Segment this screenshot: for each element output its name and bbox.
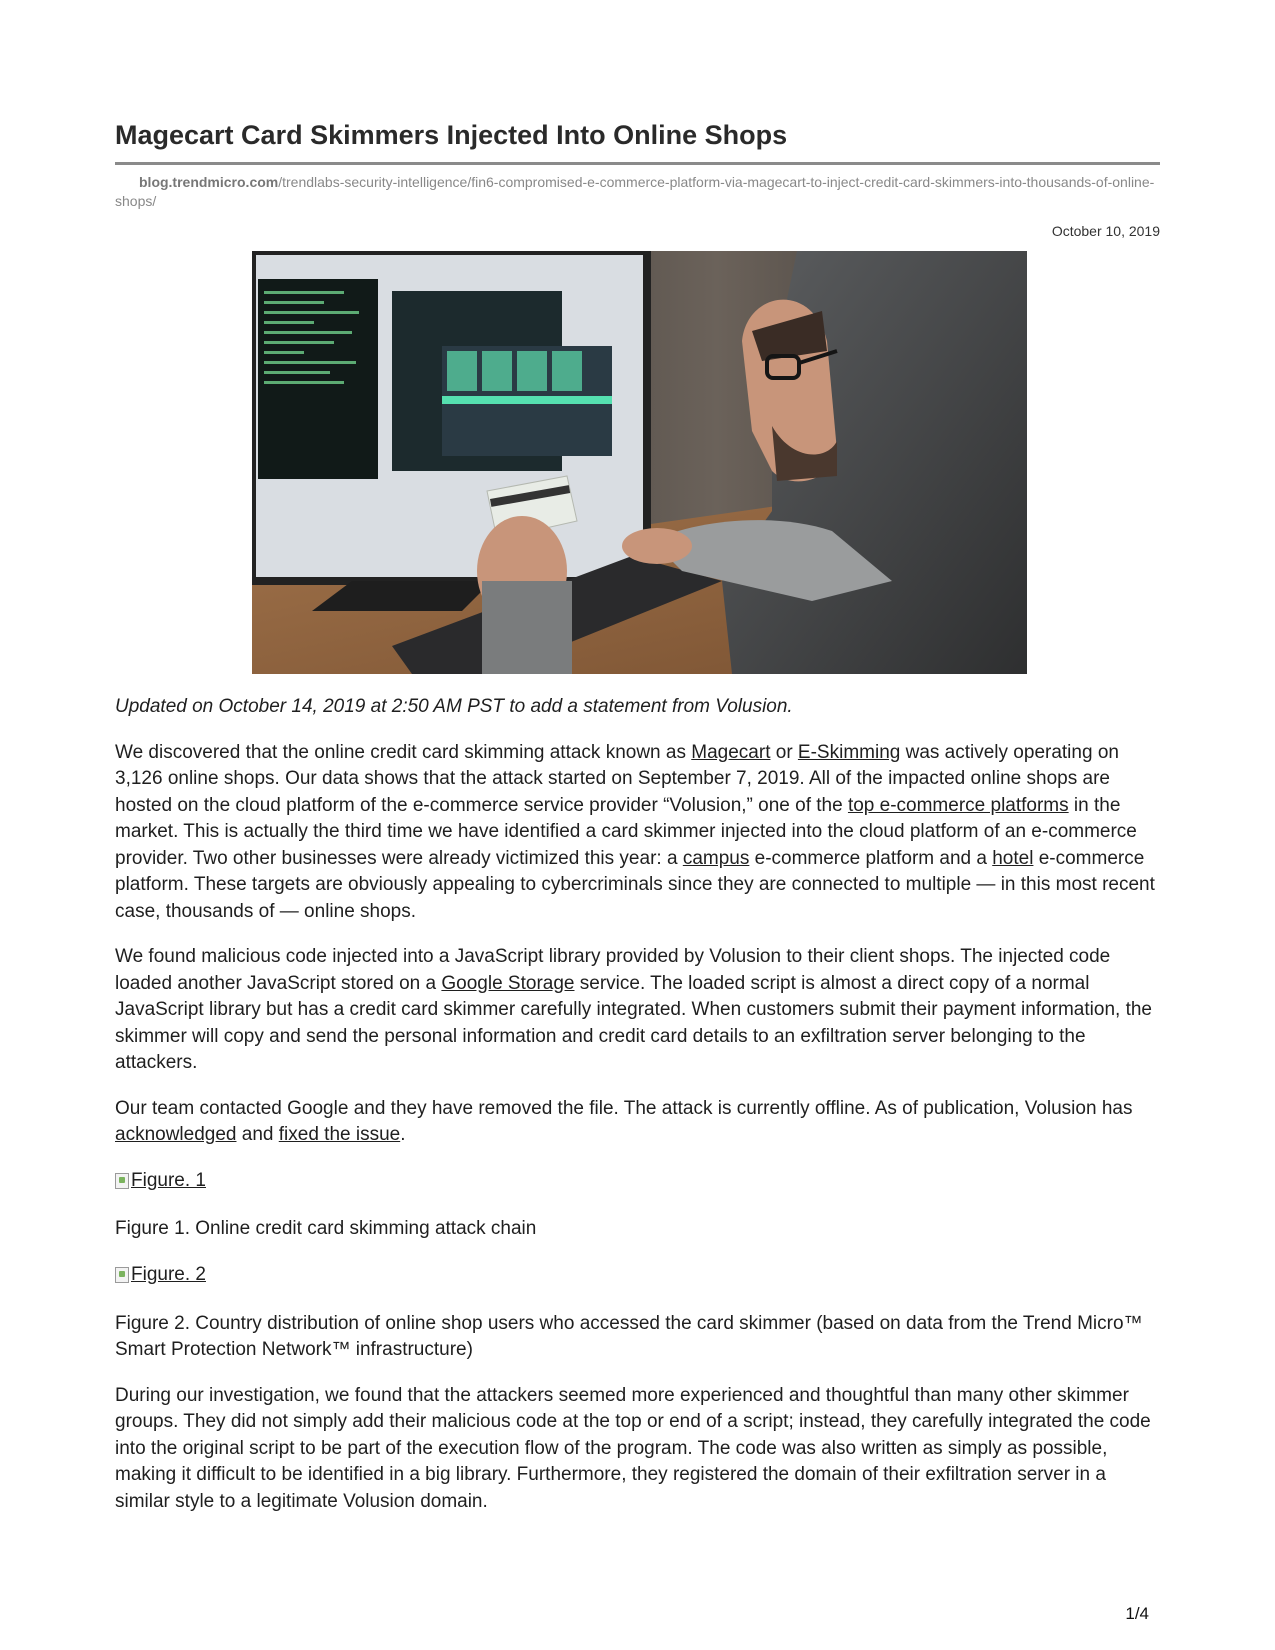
acknowledged-link[interactable]: acknowledged [115,1124,237,1145]
paragraph-contacted-google: Our team contacted Google and they have removed the file. The attack is currently offline. As of publication, Volusion has acknowledged and fixed the issue. [115,1097,1133,1145]
paragraph-intro: We discovered that the online credit card skimming attack known as Magecart or E-Skimming was actively operating on 3,126 online shops. Our data shows that the attack started on September 7, 2019. All of the impacted online shops are hosted on the cloud platform of the e-commerce service provider “Volusion,” one of the top e-commerce platforms in the market. This is actually the third time we have identified a card skimmer injected into the cloud platform of an e-commerce provider. Two other businesses were already victimized this year: a campus e-commerce platform and a hotel e-commerce platform. These targets are obviously appealing to cybercriminals since they are connected to multiple — in this most recent case, thousands of — online shops. [115,741,1155,922]
figure-2-caption: Figure 2. Country distribution of online shop users who accessed the card skimmer (based on data from the Trend Micro™ Smart Protection Network™ infrastructure) [115,1312,1143,1360]
paragraph-malicious-code: We found malicious code injected into a JavaScript library provided by Volusion to their client shops. The injected code loaded another JavaScript stored on a Google Storage service. The loaded script is almost a direct copy of a normal JavaScript library but has a credit card skimmer carefully integrated. When customers submit their payment information, the skimmer will copy and send the personal information and credit card details to an exfiltration server belonging to the attackers. [115,946,1152,1073]
figure-1-container [115,1168,1160,1198]
figure-1-link-label: Figure. 1 [131,1169,206,1191]
source-path: /trendlabs-security-intelligence/fin6-compromised-e-commerce-platform-via-magecart-to-inject-credit-card-skimmers-into-thousands-of-online-shops/ [115,174,1155,209]
source-domain: blog.trendmicro.com [139,174,279,190]
figure-1-caption: Figure 1. Online credit card skimming attack chain [115,1218,537,1240]
broken-image-icon [115,1173,129,1189]
hero-image [252,251,1027,674]
figure-2-container [115,1262,1160,1292]
article-title: Magecart Card Skimmers Injected Into Online Shops [115,118,1160,165]
google-storage-link[interactable]: Google Storage [441,972,575,994]
campus-link[interactable]: campus [682,847,750,869]
figure-2-link[interactable] [115,1262,206,1289]
update-note: Updated on October 14, 2019 at 2:50 AM PST to add a statement from Volusion. [115,696,793,717]
publish-date: October 10, 2019 [1051,223,1160,239]
page-number: 1/4 [1125,1604,1149,1623]
paragraph-investigation: During our investigation, we found that the attackers seemed more experienced and thoughtful than many other skimmer groups. They did not simply add their malicious code at the top or end of a script; instead, they carefully integrated the code into the original script to be part of the execution flow of the program. The code was also written as simply as possible, making it difficult to be identified in a big library. Furthermore, they registered the domain of their exfiltration server in a similar style to a legitimate Volusion domain. [115,1384,1151,1512]
magecart-link[interactable]: Magecart [691,741,771,763]
article-page [115,118,1160,1515]
broken-image-icon [115,1267,129,1283]
figure-2-link-label: Figure. 2 [131,1263,206,1285]
figure-1-link[interactable] [115,1168,206,1195]
fixed-the-issue-link[interactable]: fixed the issue [278,1124,401,1145]
top-ecommerce-platforms-link[interactable]: top e-commerce platforms [847,794,1069,816]
e-skimming-link[interactable]: E-Skimming [797,741,901,763]
source-url[interactable] [115,173,1160,211]
hotel-link[interactable]: hotel [992,847,1034,869]
